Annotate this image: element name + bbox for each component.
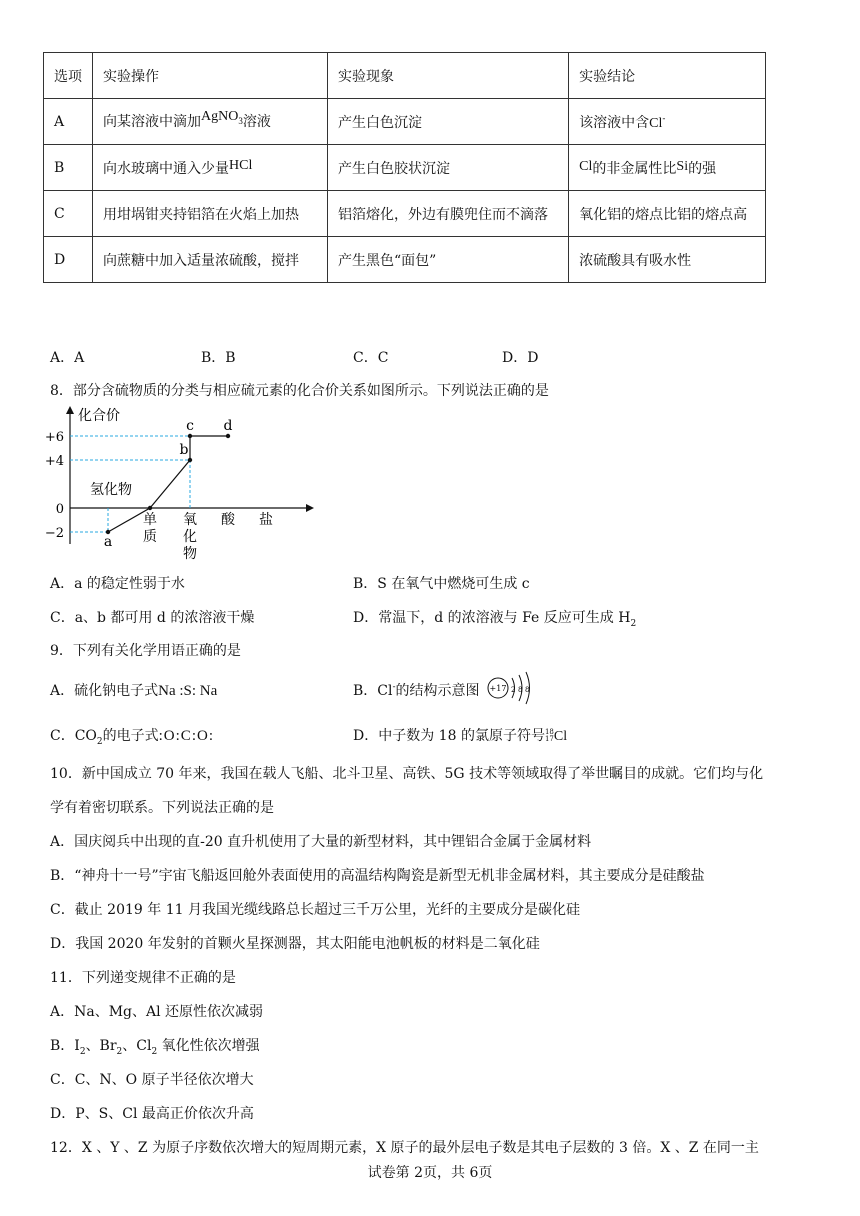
table-cell-phenomenon: 产生白色沉淀 <box>328 99 569 145</box>
cell-text: 向某溶液中滴加 <box>103 114 201 131</box>
shell-count: 8 <box>525 686 530 694</box>
formula-text: HCl <box>229 157 253 173</box>
cell-text: 向水玻璃中通入少量 <box>103 160 229 177</box>
option-text: A．硫化钠电子式 <box>50 683 159 699</box>
category-label: 化 <box>183 529 197 545</box>
formula-subscript: 2 <box>96 736 103 747</box>
point-label: b <box>179 442 189 458</box>
option-text: C．CO <box>50 728 97 744</box>
q10-option-d: D．我国 2020 年发射的首颗火星探测器，其太阳能电池帆板的材料是二氧化硅 <box>50 936 540 952</box>
category-label: 单 <box>143 512 157 528</box>
table-cell-operation: 用坩埚钳夹持铝箔在火焰上加热 <box>93 191 328 237</box>
q8-option-b: B．S 在氧气中燃烧可生成 c <box>353 576 530 592</box>
q10-option-a: A．国庆阅兵中出现的直-20 直升机使用了大量的新型材料，其中锂铝合金属于金属材料 <box>50 834 592 850</box>
category-label: 酸 <box>221 512 235 528</box>
option-text: 的结构示意图 <box>395 683 480 699</box>
formula-subscript: 2 <box>79 1046 86 1057</box>
formula-subscript: 2 <box>116 1046 123 1057</box>
category-label: 氧 <box>183 512 197 528</box>
q10-option-c: C．截止 2019 年 11 月我国光缆线路总长超过三千万公里，光纤的主要成分是碳化硅 <box>50 902 580 918</box>
atomic-number: 17 <box>544 735 554 743</box>
mass-number: 18 <box>544 728 554 736</box>
data-point <box>188 458 192 462</box>
option-text: D．常温下，d 的浓溶液与 Fe 反应可生成 H <box>353 610 631 626</box>
data-point <box>188 434 192 438</box>
q11-option-c: C．C、N、O 原子半径依次增大 <box>50 1072 254 1088</box>
q9-option-b <box>353 680 480 700</box>
q11-option-d: D．P、S、Cl 最高正价依次升高 <box>50 1106 254 1122</box>
table-cell-operation: 向蔗糖中加入适量浓硫酸，搅拌 <box>93 237 328 283</box>
table-cell-conclusion <box>569 99 766 145</box>
shell-count: 2 <box>511 686 516 694</box>
x-axis-arrow <box>306 504 314 512</box>
option-text: B．I <box>50 1038 80 1054</box>
point-label: d <box>223 418 233 434</box>
nuclide-numbers <box>545 729 554 743</box>
q9-option-a <box>50 680 217 700</box>
table-cell-operation <box>93 99 328 145</box>
formula-subscript: 3 <box>238 115 243 126</box>
q7-option-a: A．A <box>50 350 85 366</box>
category-label: 盐 <box>259 512 273 528</box>
electron-formula: :O:C:O: <box>158 728 214 744</box>
page-footer: 试卷第 2页，共 6页 <box>367 1165 493 1181</box>
table-cell-option: C <box>44 191 93 237</box>
q11-option-b <box>50 1035 260 1057</box>
option-text: B．Cl <box>353 683 393 699</box>
option-text: 、Cl <box>122 1038 152 1054</box>
q8-option-c: C．a、b 都可用 d 的浓溶液干燥 <box>50 610 255 626</box>
table-header-cell: 实验现象 <box>328 53 569 99</box>
q8-stem: 8．部分含硫物质的分类与相应硫元素的化合价关系如图所示。下列说法正确的是 <box>50 383 549 399</box>
formula-subscript: 2 <box>151 1046 158 1057</box>
y-tick-label: +6 <box>44 430 64 445</box>
y-axis-label: 化合价 <box>78 408 120 424</box>
table-cell-phenomenon: 产生黑色“面包” <box>328 237 569 283</box>
table-cell-option: B <box>44 145 93 191</box>
category-label: 氢化物 <box>90 482 132 498</box>
formula-main: AgNO <box>201 109 239 125</box>
category-label: 物 <box>183 546 197 562</box>
shell-count: 8 <box>518 686 523 694</box>
experiment-table <box>43 52 766 283</box>
table-header-cell: 实验结论 <box>569 53 766 99</box>
formula-superscript: - <box>662 113 666 124</box>
formula-text: Cl <box>579 158 593 174</box>
cell-text: 的非金属性比 <box>592 160 677 177</box>
q12-stem: 12．X 、Y 、Z 为原子序数依次增大的短周期元素，X 原子的最外层电子数是其电子层数的 3 倍。X 、Z 在同一主 <box>50 1140 759 1156</box>
formula-superscript: - <box>392 682 396 693</box>
q7-option-d: D．D <box>502 350 539 366</box>
y-axis-arrow <box>66 406 74 414</box>
q8-option-a: A．a 的稳定性弱于水 <box>50 576 185 592</box>
cell-text: 的强 <box>688 160 717 177</box>
q10-option-b: B．“神舟十一号”宇宙飞船返回舱外表面使用的高温结构陶瓷是新型无机非金属材料，其主要成分是硅酸盐 <box>50 868 705 884</box>
option-text: 、Br <box>85 1038 117 1054</box>
q9-option-d <box>353 725 567 745</box>
option-text: D．中子数为 18 的氯原子符号 <box>353 728 545 744</box>
point-label: a <box>103 534 113 550</box>
formula-text: Si <box>676 158 689 174</box>
option-text: 氧化性依次增强 <box>157 1038 260 1054</box>
table-row <box>44 99 766 145</box>
formula-text: Cl <box>649 115 663 131</box>
option-text: 的电子式 <box>102 728 159 744</box>
table-cell-option: A <box>44 99 93 145</box>
q10-stem-line1: 10．新中国成立 70 年来，我国在载人飞船、北斗卫星、高铁、5G 技术等领域取得了举世瞩目的成就。它们均与化 <box>50 766 764 782</box>
y-tick-label: +4 <box>44 454 64 469</box>
cell-text: 溶液 <box>242 114 271 131</box>
q7-option-b: B．B <box>201 350 236 366</box>
table-cell-phenomenon: 铝箔熔化，外边有膜兜住而不滴落 <box>328 191 569 237</box>
table-cell-conclusion: 浓硫酸具有吸水性 <box>569 237 766 283</box>
q8-option-d <box>353 607 636 629</box>
atom-structure-diagram <box>484 670 544 706</box>
valence-chart <box>40 400 340 570</box>
table-cell-conclusion: 氧化铝的熔点比铝的熔点高 <box>569 191 766 237</box>
table-row <box>44 191 766 237</box>
formula-subscript: 2 <box>630 618 637 629</box>
table-cell-phenomenon: 产生白色胶状沉淀 <box>328 145 569 191</box>
cell-text: 该溶液中含 <box>579 114 650 131</box>
table-row <box>44 237 766 283</box>
data-point <box>226 434 230 438</box>
electron-formula: Na :S: Na <box>158 683 218 699</box>
nucleus-charge: +17 <box>489 684 507 693</box>
table-cell-conclusion <box>569 145 766 191</box>
table-cell-operation <box>93 145 328 191</box>
data-point <box>148 506 152 510</box>
y-tick-label: 0 <box>55 502 64 517</box>
table-header-cell: 实验操作 <box>93 53 328 99</box>
q10-stem-line2: 学有着密切联系。下列说法正确的是 <box>50 800 274 816</box>
table-cell-option: D <box>44 237 93 283</box>
category-label: 质 <box>143 529 157 545</box>
q11-stem: 11．下列递变规律不正确的是 <box>50 970 236 986</box>
y-tick-label: −2 <box>44 526 64 541</box>
q11-option-a: A．Na、Mg、Al 还原性依次减弱 <box>50 1004 264 1020</box>
table-header-row <box>44 53 766 99</box>
point-label: c <box>186 418 194 434</box>
table-row <box>44 145 766 191</box>
table-header-cell: 选项 <box>44 53 93 99</box>
chart-axes <box>45 406 314 562</box>
q9-option-c <box>50 725 214 747</box>
q9-stem: 9．下列有关化学用语正确的是 <box>50 643 241 659</box>
formula-text <box>201 109 243 124</box>
q7-option-c: C．C <box>353 350 389 366</box>
element-symbol: Cl <box>553 729 568 744</box>
